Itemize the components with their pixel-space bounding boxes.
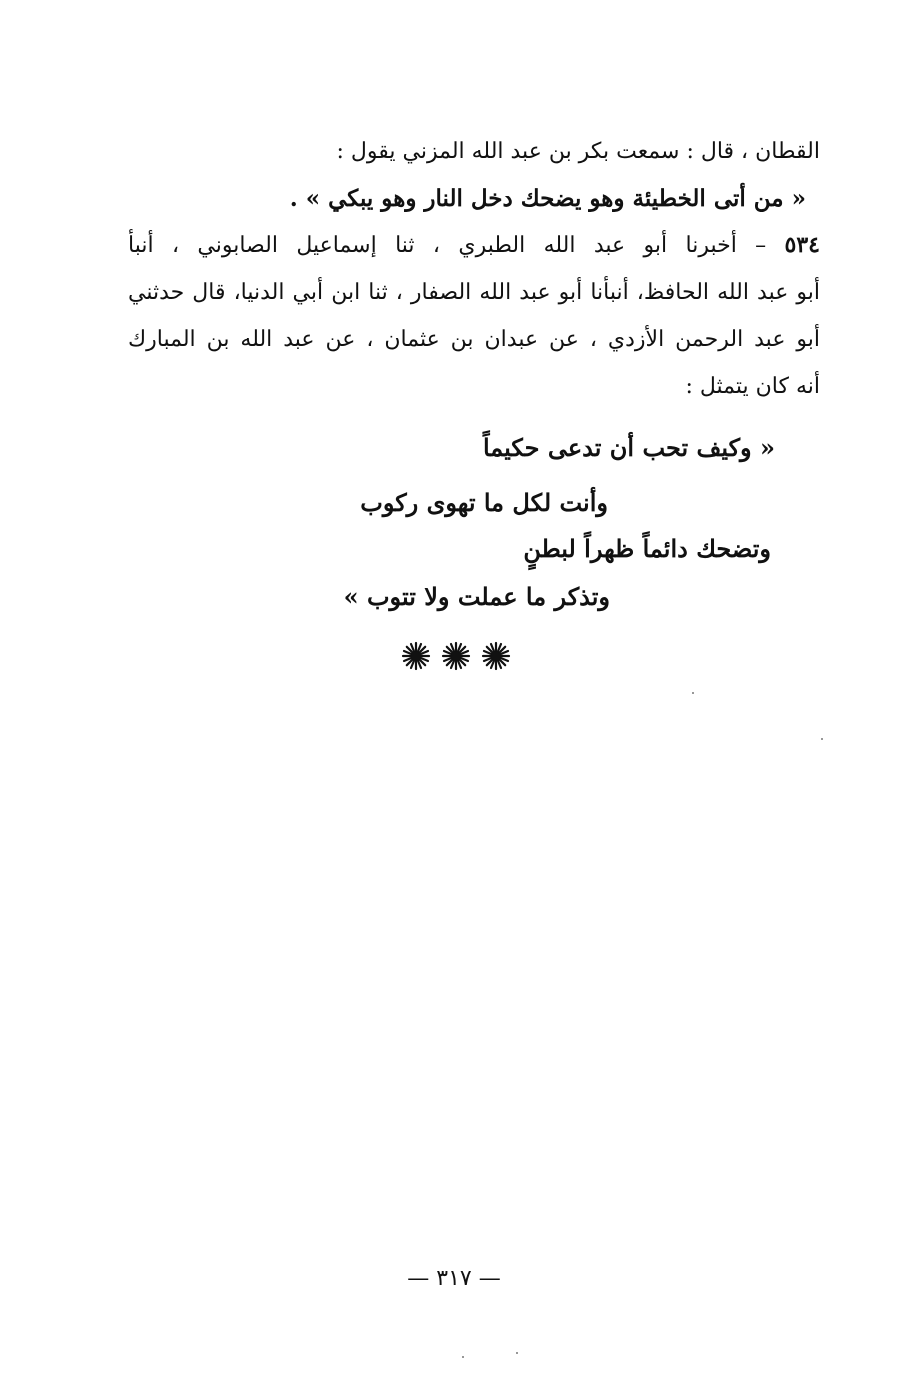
star-ornament-divider xyxy=(396,640,516,676)
quote-line: « من أتى الخطيئة وهو يضحك دخل النار وهو يبكي » . xyxy=(289,185,806,212)
poem-verse-1: « وكيف تحب أن تدعى حكيماً xyxy=(482,433,775,462)
page-number: — ٣١٧ — xyxy=(407,1266,501,1291)
hadith-number: ٥٣٤ xyxy=(784,232,820,258)
poem-verse-4: وتذكر ما عملت ولا تتوب » xyxy=(343,582,610,611)
scan-speck xyxy=(516,1352,518,1354)
hadith-line-4: أنه كان يتمثل : xyxy=(685,374,820,399)
star-ornament-icon xyxy=(481,641,511,675)
hadith-line-2: أبو عبد الله الحافظ، أنبأنا أبو عبد الله الصفار ، ثنا ابن أبي الدنيا، قال حدثني xyxy=(128,280,820,305)
scan-speck xyxy=(692,692,694,694)
scan-speck xyxy=(462,1356,464,1358)
poem-verse-2: وأنت لكل ما تهوى ركوب xyxy=(360,488,608,517)
star-ornament-icon xyxy=(401,641,431,675)
hadith-line-3: أبو عبد الرحمن الأزدي ، عن عبدان بن عثمان ، عن عبد الله بن المبارك xyxy=(128,327,820,352)
hadith-line-1-text: – أخبرنا أبو عبد الله الطبري ، ثنا إسماعيل الصابوني ، أنبأ xyxy=(128,233,785,258)
text-block xyxy=(128,128,820,410)
poem-verse-3: وتضحك دائماً ظهراً لبطنٍ xyxy=(523,534,771,563)
scan-speck xyxy=(821,738,823,740)
star-ornament-icon xyxy=(441,641,471,675)
hadith-line-1 xyxy=(128,222,820,269)
paragraph-line: القطان ، قال : سمعت بكر بن عبد الله المزني يقول : xyxy=(336,139,820,164)
